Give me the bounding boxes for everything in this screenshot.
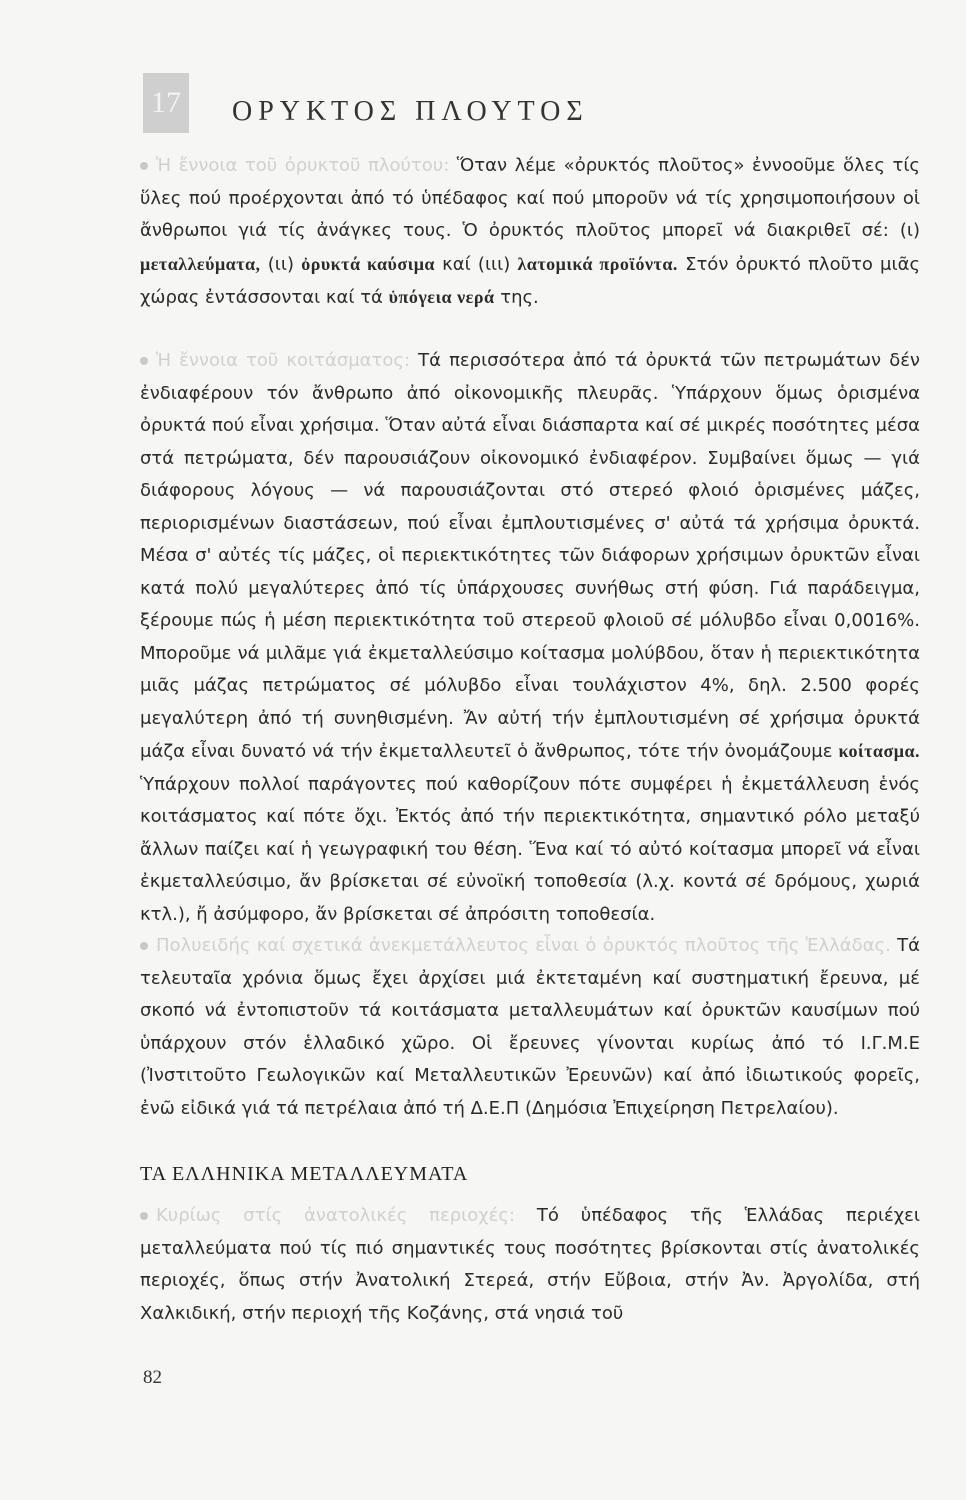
chapter-number: 17: [151, 86, 181, 119]
chapter-number-box: [143, 73, 189, 133]
page-number: 82: [143, 1367, 162, 1388]
bold-term: μεταλλεύματα,: [140, 253, 261, 274]
bullet-icon: [140, 1212, 148, 1220]
paragraph-lead: Ἡ ἔννοια τοῦ ὀρυκτοῦ πλούτου:: [156, 155, 450, 176]
paragraph-greek-mineral-wealth: Πολυειδής καί σχετικά ἀνεκμετάλλευτος εἶναι ὁ ὀρυκτός πλοῦτος τῆς Ἑλλάδας. Τά τελευταῖα χρόνια ὅμως ἔχει ἀρχίσει μιά ἐκτεταμένη καί συστηματική ἔρευνα, μέ σκοπό νά ἐντοπιστοῦν τά κοιτάσματα μεταλλευμάτων καί ὀρυκτῶν καυσίμων πού ὑπάρχουν στόν ἑλλαδικό χῶρο. Οἱ ἔρευνες γίνονται κυρίως ἀπό τό Ι.Γ.Μ.Ε (Ἰνστιτοῦτο Γεωλογικῶν καί Μεταλλευτικῶν Ἐρευνῶν) καί ἀπό ἰδιωτικούς φορεῖς, ἐνῶ εἰδικά γιά τά πετρέλαια ἀπό τή Δ.Ε.Π (Δημόσια Ἐπιχείρηση Πετρελαίου).: [140, 935, 920, 1119]
bold-term: λατομικά προϊόντα.: [517, 253, 678, 274]
bullet-icon: [140, 162, 148, 170]
bullet-icon: [140, 942, 148, 950]
paragraph-deposit-concept: Ἡ ἔννοια τοῦ κοιτάσματος: Τά περισσότερα ἀπό τά ὀρυκτά τῶν πετρωμάτων δέν ἐνδιαφέρουν τόν ἄνθρωπο ἀπό οἰκονομικῆς πλευρᾶς. Ὑπάρχουν ὅμως ὁρισμένα ὀρυκτά πού εἶναι χρήσιμα. Ὅταν αὐτά εἶναι διάσπαρτα καί σέ μικρές ποσότητες μέσα στά πετρώματα, δέν παρουσιάζουν οἰκονομικό ἐνδιαφέρον. Συμβαίνει ὅμως — γιά διάφορους λόγους — νά παρουσιάζονται στό στερεό φλοιό ὁρισμένες μάζες, περιορισμένων διαστάσεων, πού εἶναι ἐμπλουτισμένες σ' αὐτά τά χρήσιμα ὀρυκτά. Μέσα σ' αὐτές τίς μάζες, οἱ περιεκτικότητες τῶν διάφορων χρήσιμων ὀρυκτῶν εἶναι κατά πολύ μεγαλύτερες ἀπό τίς ὑπάρχουσες συνήθως στή φύση. Γιά παράδειγμα, ξέρουμε πώς ἡ μέση περιεκτικότητα τοῦ στερεοῦ φλοιοῦ σέ μόλυβδο εἶναι 0,0016%. Μποροῦμε νά μιλᾶμε γιά ἐκμεταλλεύσιμο κοίτασμα μολύβδου, ὅταν ἡ περιεκτικότητα μιᾶς μάζας πετρώματος σέ μόλυβδο εἶναι τουλάχιστον 4%, δηλ. 2.500 φορές μεγαλύτερη ἀπό τή συνηθισμένη. Ἄν αὐτή τήν ἐμπλουτισμένη σέ χρήσιμα ὀρυκτά μάζα εἶναι δυνατό νά τήν ἐκμεταλλευτεῖ ὁ ἄνθρωπος, τότε τήν ὀνομάζουμε κοίτασμα. Ὑπάρχουν πολλοί παράγοντες πού καθορίζουν πότε συμφέρει ἡ ἐκμετάλλευση ἑνός κοιτάσματος καί πότε ὄχι. Ἐκτός ἀπό τήν περιεκτικότητα, σημαντικό ρόλο μεταξύ ἄλλων παίζει καί ἡ γεωγραφική του θέση. Ἕνα καί τό αὐτό κοίτασμα μπορεῖ νά εἶναι ἐκμεταλλεύσιμο, ἄν βρίσκεται σέ εὐνοϊκή τοποθεσία (λ.χ. κοντά σέ δρόμους, χωριά κτλ.), ἤ ἀσύμφορο, ἄν βρίσκεται σέ ἀπρόσιτη τοποθεσία.: [140, 350, 920, 925]
bold-term: ὑπόγεια νερά: [388, 287, 495, 307]
bullet-icon: [140, 357, 148, 365]
paragraph-lead: Κυρίως στίς ἀνατολικές περιοχές:: [156, 1205, 516, 1226]
section-heading: ΤΑ ΕΛΛΗΝΙΚΑ ΜΕΤΑΛΛΕΥΜΑΤΑ: [140, 1163, 469, 1185]
bold-term: ὀρυκτά καύσιμα: [301, 253, 435, 274]
paragraph-eastern-regions: Κυρίως στίς ἀνατολικές περιοχές: Τό ὑπέδαφος τῆς Ἑλλάδας περιέχει μεταλλεύματα πού τίς πιό σημαντικές τους ποσότητες βρίσκονται στίς ἀνατολικές περιοχές, ὅπως στήν Ἀνατολική Στερεά, στήν Εὔβοια, στήν Ἀν. Ἀργολίδα, στή Χαλκιδική, στήν περιοχή τῆς Κοζάνης, στά νησιά τοῦ: [140, 1205, 920, 1324]
chapter-title: ΟΡΥΚΤΟΣ ΠΛΟΥΤΟΣ: [232, 96, 589, 127]
bold-term: κοίτασμα.: [838, 741, 920, 761]
paragraph-mineral-wealth-concept: Ἡ ἔννοια τοῦ ὀρυκτοῦ πλούτου: Ὅταν λέμε «ὀρυκτός πλοῦτος» ἐννοοῦμε ὅλες τίς ὕλες πού προέρχονται ἀπό τό ὑπέδαφος καί πού μποροῦν νά τίς χρησιμοποιήσουν οἱ ἄνθρωποι γιά τίς ἀνάγκες τους. Ὁ ὀρυκτός πλοῦτος μπορεῖ νά διακριθεῖ σέ: (ι) μεταλλεύματα, (ιι) ὀρυκτά καύσιμα καί (ιιι) λατομικά προϊόντα. Στόν ὀρυκτό πλοῦτο μιᾶς χώρας ἐντάσσονται καί τά ὑπόγεια νερά της.: [140, 155, 921, 308]
paragraph-lead: Ἡ ἔννοια τοῦ κοιτάσματος:: [156, 350, 411, 371]
paragraph-lead: Πολυειδής καί σχετικά ἀνεκμετάλλευτος εἶναι ὁ ὀρυκτός πλοῦτος τῆς Ἑλλάδας.: [156, 935, 891, 956]
